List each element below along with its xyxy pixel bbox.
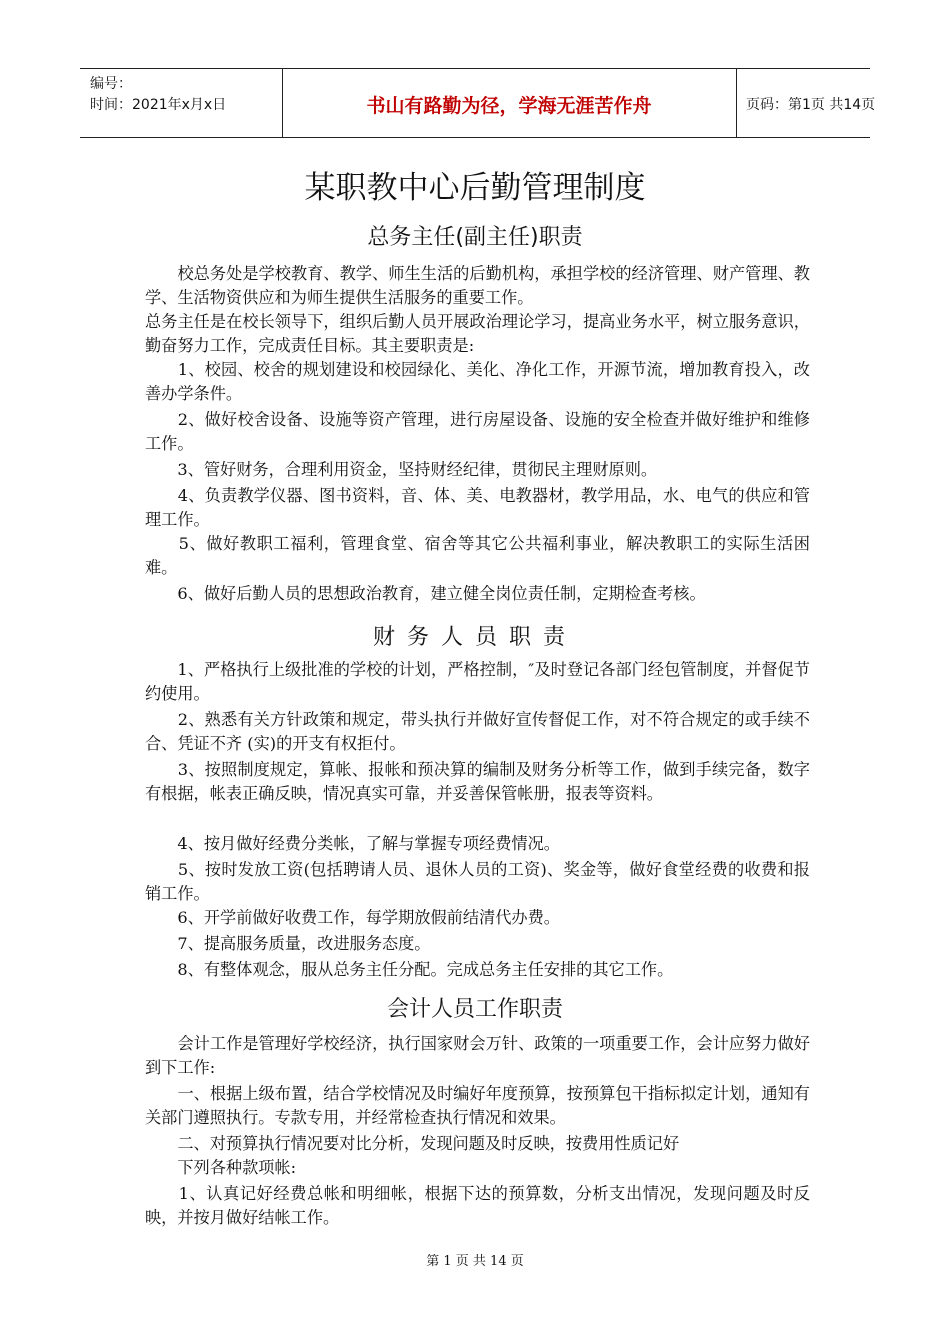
header-page-cell	[738, 69, 876, 137]
document-title: 某职教中心后勤管理制度	[304, 170, 646, 206]
paragraph: 下列各种款项帐:	[145, 1158, 297, 1177]
page-header	[80, 68, 876, 138]
paragraph: 8、有整体观念，服从总务主任分配。完成总务主任安排的其它工作。	[145, 960, 674, 979]
page-footer: 第 1 页 共 14 页	[426, 1254, 524, 1269]
paragraph: 总务主任是在校长领导下，组织后勤人员开展政治理论学习，提高业务水平，树立服务意识，勤奋努力工作，完成责任目标。其主要职责是:	[145, 312, 810, 355]
paragraph: 1、严格执行上级批准的学校的计划，严格控制，″及时登记各部门经包管制度，并督促节约使用。	[145, 660, 810, 703]
paragraph: 6、做好后勤人员的思想政治教育，建立健全岗位责任制，定期检查考核。	[145, 584, 706, 603]
paragraph: 1、校园、校舍的规划建设和校园绿化、美化、净化工作，开源节流，增加教育投入，改善办学条件。	[145, 360, 810, 403]
paragraph: 二、对预算执行情况要对比分析，发现问题及时反映，按费用性质记好	[145, 1134, 680, 1153]
section-heading-finance-staff: 财务人员职责	[372, 625, 577, 650]
paragraph: 3、按照制度规定，算帐、报帐和预决算的编制及财务分析等工作，做到手续完备，数字有根据，帐表正确反映，情况真实可靠，并妥善保管帐册，报表等资料。	[145, 760, 810, 803]
paragraph: 会计工作是管理好学校经济，执行国家财会万针、政策的一项重要工作，会计应努力做好到下工作:	[145, 1034, 810, 1077]
section-heading-accountant: 会计人员工作职责	[386, 997, 563, 1022]
paragraph: 4、负责教学仪器、图书资料，音、体、美、电教器材，教学用品，水、电气的供应和管理工作。	[145, 486, 810, 529]
paragraph: 5、按时发放工资(包括聘请人员、退休人员的工资)、奖金等，做好食堂经费的收费和报销工作。	[145, 860, 810, 903]
paragraph: 4、按月做好经费分类帐，了解与掌握专项经费情况。	[145, 834, 560, 853]
paragraph: 6、开学前做好收费工作，每学期放假前结清代办费。	[145, 908, 560, 927]
section-heading-general-affairs: 总务主任(副主任)职责	[367, 225, 583, 250]
paragraph: 校总务处是学校教育、教学、师生生活的后勤机构，承担学校的经济管理、财产管理、教学、生活物资供应和为师生提供生活服务的重要工作。	[145, 264, 810, 307]
header-motto-cell	[282, 69, 737, 137]
header-motto: 书山有路勤为径，学海无涯苦作舟	[366, 95, 652, 117]
paragraph: 2、熟悉有关方针政策和规定，带头执行并做好宣传督促工作，对不符合规定的或手续不合、凭证不齐 (实)的开支有权拒付。	[145, 710, 810, 753]
document-date-label: 时间：2021年x月x日	[90, 97, 227, 113]
paragraph: 2、做好校舍设备、设施等资产管理，进行房屋设备、设施的安全检查并做好维护和维修工作。	[145, 410, 810, 453]
paragraph: 3、管好财务，合理利用资金，坚持财经纪律，贯彻民主理财原则。	[145, 460, 658, 479]
paragraph: 1、认真记好经费总帐和明细帐，根据下达的预算数，分析支出情况，发现问题及时反映，并按月做好结帐工作。	[145, 1184, 810, 1227]
header-page-info: 页码：第1页 共14页	[746, 97, 876, 113]
paragraph: 7、提高服务质量，改进服务态度。	[145, 934, 431, 953]
paragraph: 一、根据上级布置，结合学校情况及时编好年度预算，按预算包干指标拟定计划，通知有关部门遵照执行。专款专用，并经常检查执行情况和效果。	[145, 1084, 810, 1127]
header-meta-cell	[80, 69, 283, 137]
paragraph: 5、做好教职工福利，管理食堂、宿舍等其它公共福利事业，解决教职工的实际生活困难。	[145, 534, 810, 577]
document-number-label: 编号：	[90, 76, 132, 92]
